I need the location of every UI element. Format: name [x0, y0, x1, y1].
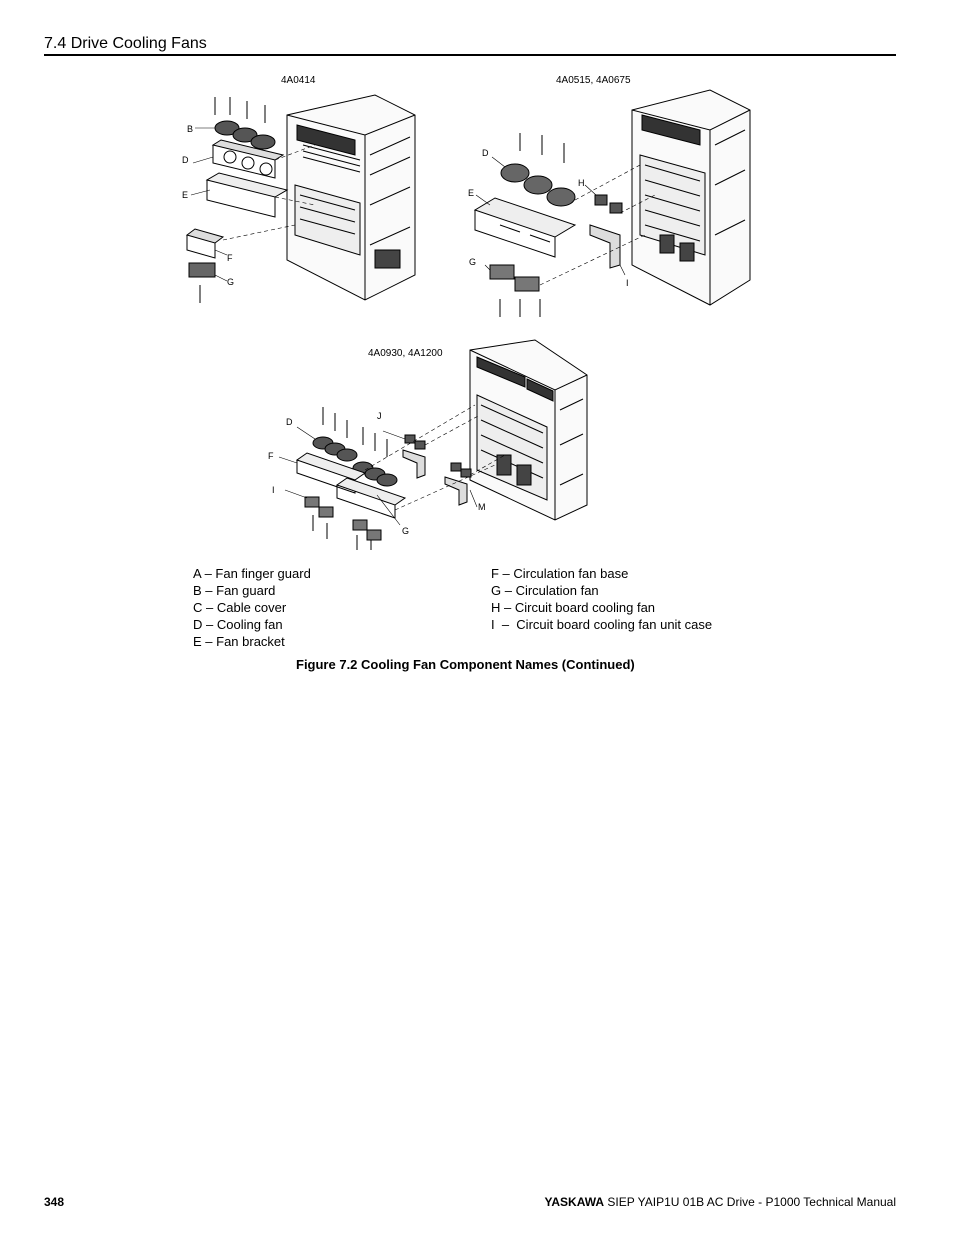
legend-item: C – Cable cover	[193, 600, 287, 615]
page-number: 348	[44, 1195, 65, 1209]
callout-label: D	[482, 148, 489, 158]
title-rule	[44, 54, 896, 56]
legend-item: D – Cooling fan	[193, 617, 283, 632]
figure-model-label: 4A0414	[281, 75, 316, 86]
legend-item: E – Fan bracket	[193, 634, 285, 649]
callout-label: I	[626, 278, 629, 288]
legend-item: H – Circuit board cooling fan	[491, 600, 656, 615]
figure-model-label: 4A0515, 4A0675	[556, 75, 631, 86]
drawing-4a0515-4a0675	[460, 85, 770, 320]
footer-brand: YASKAWA	[544, 1195, 605, 1209]
callout-label: G	[227, 277, 235, 287]
section-title: 7.4 Drive Cooling Fans	[44, 35, 207, 52]
callout-label: D	[286, 417, 293, 427]
callout-label: E	[468, 188, 475, 198]
callout-label: F	[268, 451, 274, 461]
legend-right	[491, 565, 712, 633]
callout-label: D	[182, 155, 189, 165]
callout-label: H	[578, 178, 585, 188]
callout-label: G	[469, 257, 477, 267]
callout-label: J	[377, 411, 382, 421]
figure-caption: Figure 7.2 Cooling Fan Component Names (Continued)	[296, 657, 635, 672]
callout-label: E	[182, 190, 189, 200]
footer-manual-title	[544, 1195, 896, 1209]
callout-label: G	[402, 526, 410, 536]
legend-left	[193, 565, 311, 650]
legend-item: B – Fan guard	[193, 583, 276, 598]
legend-item: G – Circulation fan	[491, 583, 599, 598]
legend-item: F – Circulation fan base	[491, 566, 629, 581]
callout-label: I	[272, 485, 275, 495]
legend-item: A – Fan finger guard	[193, 566, 311, 581]
callout-label: M	[478, 502, 486, 512]
footer-manual-name: SIEP YAIP1U 01B AC Drive - P1000 Technical Manual	[604, 1195, 896, 1209]
legend-item: I – Circuit board cooling fan unit case	[491, 617, 713, 632]
figure-model-label: 4A0930, 4A1200	[368, 348, 443, 359]
callout-label: B	[187, 124, 194, 134]
drawing-4a0930-4a1200	[265, 335, 605, 550]
callout-label: F	[227, 253, 233, 263]
drawing-4a0414	[175, 85, 435, 315]
